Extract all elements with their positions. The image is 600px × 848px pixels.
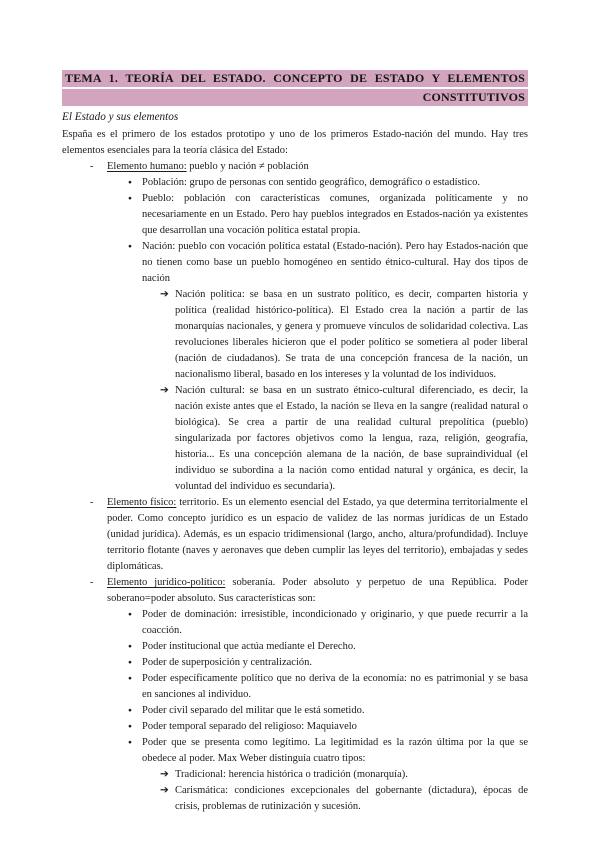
arrow-text-nacion-politica: Nación política: se basa en un sustrato político, es decir, comparten historia y política (realidad histórico-política). El Estado crea la nación a partir de las monarquías nacionales, y genera y promueve vínculos de solidaridad colectiva. Las revoluciones liberales hicieron que el poder político se sometiera al poder liberal (nación de ciudadanos). Se trata de una concepción francesa de la nación, un nacionalismo liberal, basado en los intereses y la voluntad de los individuos. — [175, 289, 528, 380]
dash-icon: - — [90, 577, 94, 588]
document-title — [62, 70, 528, 106]
title-line-2: CONSTITUTIVOS — [62, 89, 528, 106]
bullet-icon: ● — [128, 723, 132, 730]
title-line-1: TEMA 1. TEORÍA DEL ESTADO. CONCEPTO DE ESTADO Y ELEMENTOS — [62, 70, 528, 87]
item-lead-elemento-fisico: Elemento físico: — [107, 497, 177, 508]
list-item-elemento-juridico-politico — [62, 575, 528, 607]
bullet-item-poblacion — [62, 175, 528, 191]
arrow-text-nacion-cultural: Nación cultural: se basa en un sustrato étnico-cultural diferenciado, es decir, la nación existe antes que el Estado, la nación se lleva en la sangre (realidad natural o biológica). Se crea a partir de una realidad cultural prepolítica (pueblo) singularizada por factores objetivos como la lengua, raza, religión, geografía, historia... Es una concepción alemana de la nación, de base supraindividual (el individuo se subordina a la nación como entidad natural y orgánica, es decir, la voluntad del individuo es secundaria). — [175, 385, 528, 492]
bullet-item-poder-temporal — [62, 719, 528, 735]
bullet-text-poder-dominacion: Poder de dominación: irresistible, incondicionado y originario, y que puede recurrir a la coacción. — [142, 609, 528, 636]
arrow-icon: ➔ — [160, 385, 169, 396]
item-text-elemento-fisico: territorio. Es un elemento esencial del Estado, ya que determina territorialmente el poder. Como concepto jurídico es un espacio de validez de las normas jurídicas de un Estado (unidad jurídica). Además, es un espacio tridimensional (largo, ancho, altura/profundidad). Incluye territorio flotante (naves y aeronaves que deben cumplir las leyes del territorio), embajadas y sedes diplomáticas. — [107, 497, 529, 572]
bullet-icon: ● — [128, 707, 132, 714]
item-text-elemento-juridico-politico: soberanía. Poder absoluto y perpetuo de una República. Poder soberano=poder absoluto. Sus características son: — [107, 577, 529, 604]
dash-icon: - — [90, 161, 94, 172]
bullet-text-pueblo: Pueblo: población con características comunes, organizada políticamente y no necesariamente en un Estado. Pero hay pueblos integrados en Estados-nación ya existentes que desarrollan una vocación política estatal propia. — [142, 193, 528, 236]
bullet-icon: ● — [128, 195, 132, 202]
bullet-icon: ● — [128, 739, 132, 746]
bullet-text-poder-superposicion: Poder de superposición y centralización. — [142, 657, 312, 668]
bullet-text-poder-temporal: Poder temporal separado del religioso: Maquiavelo — [142, 721, 357, 732]
intro-paragraph: España es el primero de los estados prototipo y uno de los primeros Estado-nación del mundo. Hay tres elementos esenciales para la teoría clásica del Estado: — [62, 129, 528, 156]
bullet-icon: ● — [128, 179, 132, 186]
bullet-item-poder-superposicion — [62, 655, 528, 671]
bullet-item-poder-politico — [62, 671, 528, 703]
bullet-text-poder-legitimo: Poder que se presenta como legítimo. La legitimidad es la razón última por la que se obedece al poder. Max Weber distinguía cuatro tipos: — [142, 737, 528, 764]
bullet-item-poder-dominacion — [62, 607, 528, 639]
bullet-icon: ● — [128, 659, 132, 666]
section-heading: El Estado y sus elementos — [62, 111, 179, 123]
bullet-text-poder-civil: Poder civil separado del militar que le está sometido. — [142, 705, 365, 716]
arrow-item-nacion-politica — [62, 287, 528, 383]
list-item-elemento-fisico — [62, 495, 528, 575]
bullet-icon: ● — [128, 675, 132, 682]
bullet-item-poder-civil — [62, 703, 528, 719]
arrow-item-carismatica — [62, 783, 528, 815]
bullet-text-nacion: Nación: pueblo con vocación política estatal (Estado-nación). Pero hay Estados-nación que no tienen como base un pueblo homogéneo en sentido étnico-cultural. Hay dos tipos de nación — [142, 241, 528, 284]
arrow-text-tradicional: Tradicional: herencia histórica o tradición (monarquía). — [175, 769, 408, 780]
arrow-item-tradicional — [62, 767, 528, 783]
bullet-icon: ● — [128, 611, 132, 618]
bullet-item-poder-institucional — [62, 639, 528, 655]
arrow-icon: ➔ — [160, 289, 169, 300]
bullet-item-nacion — [62, 239, 528, 287]
list-item-elemento-humano — [62, 159, 528, 175]
bullet-icon: ● — [128, 243, 132, 250]
arrow-text-carismatica: Carismática: condiciones excepcionales del gobernante (dictadura), épocas de crisis, problemas de rutinización y sucesión. — [175, 785, 528, 812]
bullet-item-pueblo — [62, 191, 528, 239]
document-content — [62, 70, 528, 815]
arrow-item-nacion-cultural — [62, 383, 528, 495]
dash-icon: - — [90, 497, 94, 508]
bullet-text-poblacion: Población: grupo de personas con sentido geográfico, demográfico o estadístico. — [142, 177, 480, 188]
item-lead-elemento-juridico-politico: Elemento jurídico-político: — [107, 577, 226, 588]
item-text-elemento-humano: pueblo y nación ≠ población — [186, 161, 309, 172]
bullet-text-poder-institucional: Poder institucional que actúa mediante el Derecho. — [142, 641, 356, 652]
bullet-text-poder-politico: Poder específicamente político que no deriva de la economía: no es patrimonial y se basa en sanciones al individuo. — [142, 673, 528, 700]
arrow-icon: ➔ — [160, 785, 169, 796]
arrow-icon: ➔ — [160, 769, 169, 780]
item-lead-elemento-humano: Elemento humano: — [107, 161, 187, 172]
bullet-item-poder-legitimo — [62, 735, 528, 767]
bullet-icon: ● — [128, 643, 132, 650]
